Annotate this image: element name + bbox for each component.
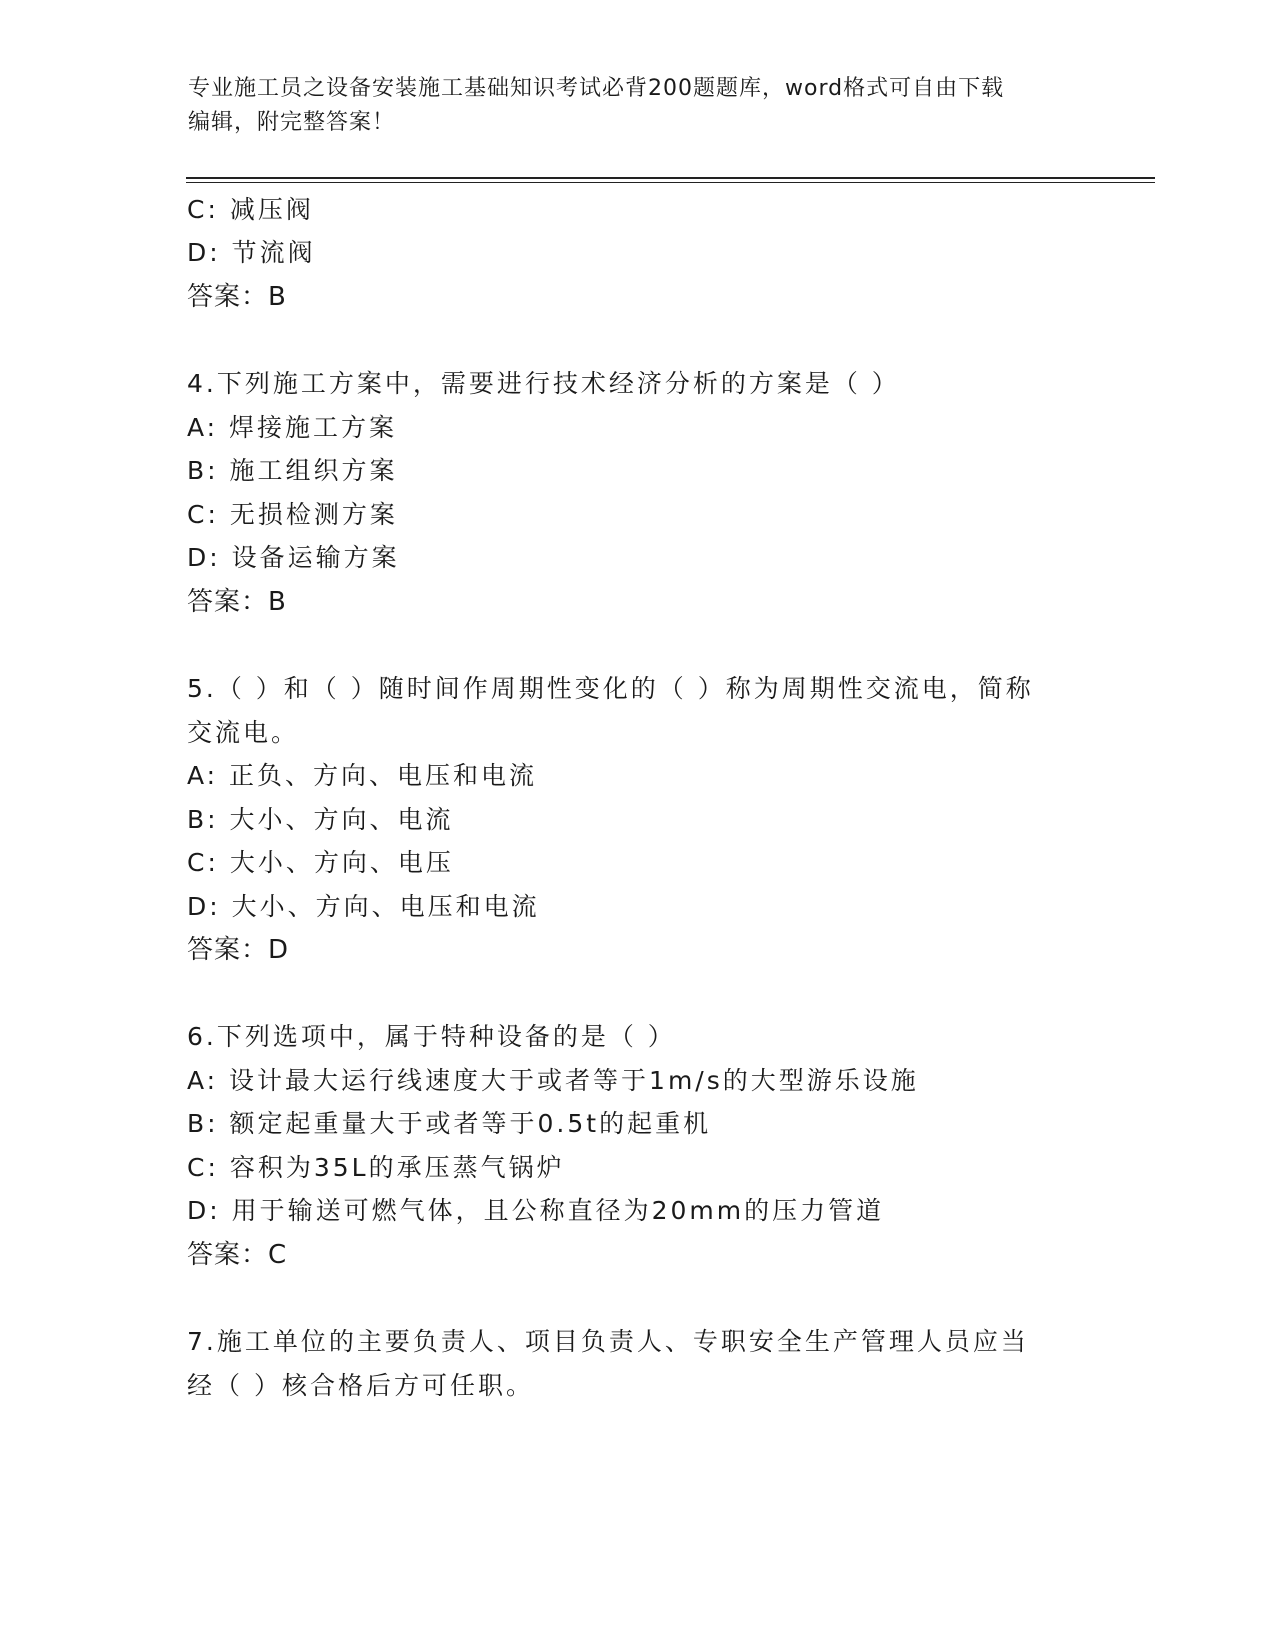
q4-option-c: C: 无损检测方案: [187, 500, 398, 529]
document-header: [188, 72, 1088, 140]
q7-stem-line1: 7.施工单位的主要负责人、项目负责人、专职安全生产管理人员应当: [187, 1327, 1029, 1356]
q6-option-d: D: 用于输送可燃气体，且公称直径为20mm的压力管道: [187, 1196, 885, 1225]
q5-stem-line1: 5.（ ）和（ ）随时间作周期性变化的（ ）称为周期性交流电，简称: [187, 674, 1034, 703]
header-divider-thin: [186, 182, 1155, 183]
header-title-line2: 编辑，附完整答案！: [188, 110, 396, 135]
q4-option-d: D: 设备运输方案: [187, 543, 400, 572]
q5-answer: 答案：D: [187, 935, 290, 965]
q6-option-a: A: 设计最大运行线速度大于或者等于1m/s的大型游乐设施: [187, 1066, 919, 1095]
q6-answer: 答案：C: [187, 1240, 288, 1270]
header-divider-thick: [186, 177, 1155, 179]
header-title-line1: 专业施工员之设备安装施工基础知识考试必背200题题库，word格式可自由下载: [188, 76, 1005, 101]
q4-option-a: A: 焊接施工方案: [187, 413, 398, 442]
q4-stem: 4.下列施工方案中，需要进行技术经济分析的方案是（ ）: [187, 369, 900, 398]
q6-stem: 6.下列选项中，属于特种设备的是（ ）: [187, 1022, 676, 1051]
q3-option-d: D: 节流阀: [187, 238, 316, 267]
q5-option-b: B: 大小、方向、电流: [187, 805, 454, 834]
q4-answer: 答案：B: [187, 587, 287, 617]
q4-option-b: B: 施工组织方案: [187, 456, 398, 485]
q3-answer: 答案：B: [187, 282, 287, 312]
q5-option-c: C: 大小、方向、电压: [187, 848, 454, 877]
q5-stem-line2: 交流电。: [187, 718, 300, 747]
q7-stem-line2: 经（ ）核合格后方可任职。: [187, 1371, 534, 1400]
q5-option-d: D: 大小、方向、电压和电流: [187, 892, 540, 921]
q6-option-c: C: 容积为35L的承压蒸气锅炉: [187, 1153, 565, 1182]
q6-option-b: B: 额定起重量大于或者等于0.5t的起重机: [187, 1109, 712, 1138]
q3-option-c: C: 减压阀: [187, 195, 314, 224]
q5-option-a: A: 正负、方向、电压和电流: [187, 761, 538, 790]
